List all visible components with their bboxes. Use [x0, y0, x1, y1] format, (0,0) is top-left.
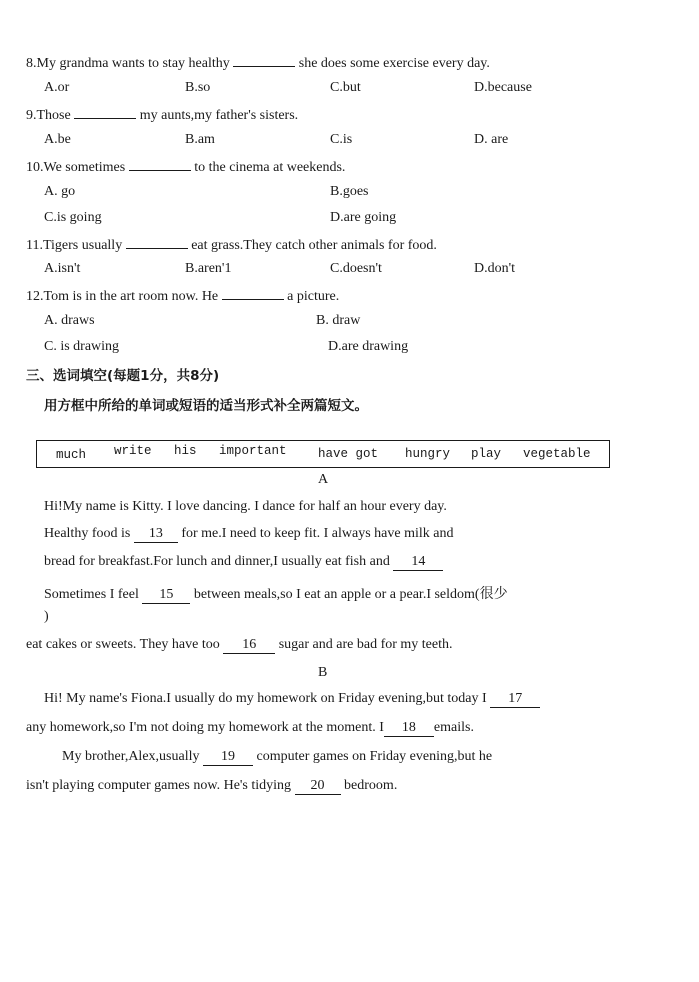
passage-a-text: sugar and are bad for my teeth.: [275, 637, 453, 652]
passage-a-line-2: [44, 526, 453, 543]
question-11-option-d: D.don't: [474, 261, 516, 276]
section-instruction: 用方框中所给的单词或短语的适当形式补全两篇短文。: [44, 398, 368, 414]
question-11-option-a: A.isn't: [44, 261, 81, 276]
passage-b-text: isn't playing computer games now. He's tidying: [26, 778, 295, 793]
passage-a-label: A: [318, 472, 329, 487]
passage-b-text: Hi! My name's Fiona.I usually do my homework on Friday evening,but today I: [44, 691, 491, 706]
question-8: [26, 54, 490, 72]
question-9-stem: 9.Those: [26, 108, 75, 123]
question-12-blank: [222, 287, 284, 300]
blank-19: 19: [203, 749, 253, 766]
word-bank-item: much: [56, 448, 87, 462]
blank-15: 15: [142, 587, 190, 604]
question-9-option-b: B.am: [185, 132, 215, 147]
passage-b-text: computer games on Friday evening,but he: [252, 749, 493, 764]
word-bank-item: write: [114, 444, 152, 458]
question-9: [26, 106, 298, 124]
passage-b-line-2: [26, 720, 474, 737]
passage-b-line-4: [26, 778, 397, 795]
question-12-option-b: B. draw: [316, 313, 361, 328]
question-8-option-d: D.because: [474, 80, 532, 95]
question-10-stem-end: to the cinema at weekends.: [190, 160, 346, 175]
blank-17: 17: [490, 691, 540, 708]
question-11-stem-end: eat grass.They catch other animals for food.: [187, 238, 437, 253]
passage-b-line-3: [62, 749, 492, 766]
question-11-stem: 11.Tigers usually: [26, 238, 126, 253]
blank-18: 18: [384, 720, 434, 737]
question-8-stem-end: she does some exercise every day.: [295, 56, 490, 71]
passage-b-text: My brother,Alex,usually: [62, 749, 203, 764]
passage-a-text: Sometimes I feel: [44, 587, 143, 602]
blank-13: 13: [134, 526, 178, 543]
question-10-option-a: A. go: [44, 184, 76, 199]
passage-a-line-3: [44, 554, 443, 571]
word-bank-item: important: [219, 444, 287, 458]
question-12-option-c: C. is drawing: [44, 339, 120, 354]
question-8-stem: 8.My grandma wants to stay healthy: [26, 56, 234, 71]
word-bank-item: vegetable: [523, 447, 591, 461]
question-8-option-b: B.so: [185, 80, 211, 95]
passage-a-text: for me.I need to keep fit. I always have milk and: [177, 526, 454, 541]
passage-a-text: between meals,so I eat an apple or a pear.I seldom(很少: [190, 587, 508, 602]
question-12-option-a: A. draws: [44, 313, 95, 328]
question-11: [26, 236, 437, 254]
question-10-option-b: B.goes: [330, 184, 369, 199]
question-9-option-c: C.is: [330, 132, 353, 147]
passage-b-label: B: [318, 665, 328, 680]
passage-a-text: Healthy food is: [44, 526, 134, 541]
passage-a-text: bread for breakfast.For lunch and dinner,I usually eat fish and: [44, 554, 394, 569]
passage-a-text: eat cakes or sweets. They have too: [26, 637, 224, 652]
question-8-blank: [233, 54, 295, 67]
question-9-blank: [74, 106, 136, 119]
question-11-blank: [126, 236, 188, 249]
passage-b-line-1: [44, 691, 540, 708]
question-12: [26, 287, 339, 305]
blank-20: 20: [295, 778, 341, 795]
blank-14: 14: [393, 554, 443, 571]
passage-a-line-5: ): [44, 609, 49, 624]
word-bank-box: [36, 440, 610, 468]
word-bank-item: play: [471, 447, 502, 461]
question-10-option-c: C.is going: [44, 210, 102, 225]
passage-a-line-1: Hi!My name is Kitty. I love dancing. I dance for half an hour every day.: [44, 499, 447, 514]
question-9-option-d: D. are: [474, 132, 509, 147]
question-12-stem-end: a picture.: [283, 289, 340, 304]
question-8-option-c: C.but: [330, 80, 361, 95]
passage-b-text: emails.: [433, 720, 474, 735]
word-bank-item: have got: [318, 447, 379, 461]
word-bank-item: hungry: [405, 447, 451, 461]
question-9-stem-end: my aunts,my father's sisters.: [136, 108, 299, 123]
question-12-stem: 12.Tom is in the art room now. He: [26, 289, 222, 304]
question-11-option-c: C.doesn't: [330, 261, 382, 276]
question-10-blank: [129, 158, 191, 171]
passage-b-text: any homework,so I'm not doing my homework at the moment. I: [26, 720, 384, 735]
word-bank-item: his: [174, 444, 197, 458]
passage-a-line-6: [26, 637, 453, 654]
passage-b-text: bedroom.: [340, 778, 398, 793]
question-8-option-a: A.or: [44, 80, 70, 95]
blank-16: 16: [223, 637, 275, 654]
question-10: [26, 158, 345, 176]
question-10-option-d: D.are going: [330, 210, 397, 225]
section-title: 三、选词填空(每题1分，共8分): [26, 368, 220, 384]
question-10-stem: 10.We sometimes: [26, 160, 129, 175]
question-12-option-d: D.are drawing: [328, 339, 409, 354]
passage-a-line-4: [44, 583, 508, 604]
question-9-option-a: A.be: [44, 132, 71, 147]
question-11-option-b: B.aren'1: [185, 261, 232, 276]
